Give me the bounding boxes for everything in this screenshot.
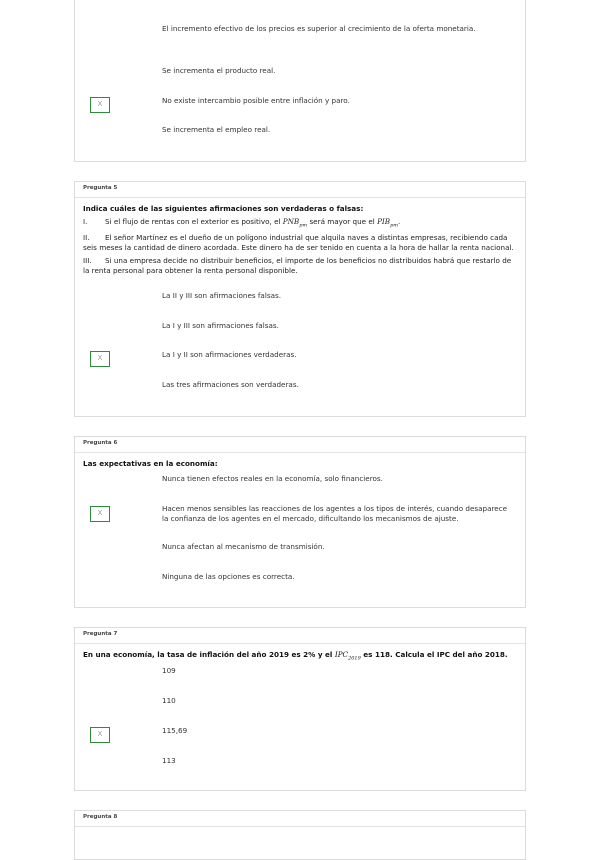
statement-3-number: III. [83,256,92,266]
question-5-text [83,204,517,276]
statement-2-text: El señor Martínez es el dueño de un polígono industrial que alquila naves a distintas empresas, recibiendo cada seis meses la cantidad de dinero acordada. Este dinero ha de ser tenido en cuenta a la hora de hallar la renta nacional. [83,233,514,253]
answer-mark: X [90,506,110,522]
answer-mark: X [90,97,110,113]
q7-option-2[interactable]: 110 [162,696,176,705]
question-8-card [74,810,526,860]
q5-option-1[interactable]: La II y III son afirmaciones falsas. [162,291,282,300]
pnb-formula: $PNB_{pm}$ [282,217,308,229]
question-7-header: Pregunta 7 [75,628,525,644]
question-5-card [74,181,526,417]
question-8-header: Pregunta 8 [75,811,525,827]
question-7-title: En una economía, la tasa de inflación del año 2019 es 2% y el $IPC_{2019}$ es 118. Calcula el IPC del año 2018. [83,650,508,662]
q5-option-4[interactable]: Las tres afirmaciones son verdaderas. [162,380,299,389]
q6-option-2[interactable]: Hacen menos sensibles las reacciones de los agentes a los tipos de interés, cuando desaparece la confianza de los agentes en el mercado, dificultando los mecanismos de ajuste. [162,504,508,523]
question-5-header: Pregunta 5 [75,182,525,198]
q5-option-2[interactable]: La I y III son afirmaciones falsas. [162,321,279,330]
q6-option-1[interactable]: Nunca tienen efectos reales en la economía, solo financieros. [162,474,383,483]
q7-option-1[interactable]: 109 [162,666,176,675]
pib-formula: $PIB_{pm}$ [377,217,399,229]
answer-mark: X [90,727,110,743]
statement-1-number: I. [83,217,88,226]
q4-option-2[interactable]: Se incrementa el producto real. [162,66,276,75]
statement-1-mid: será mayor que el [307,217,375,226]
q7-option-3[interactable]: 115,69 [162,726,188,735]
q4-option-4[interactable]: Se incrementa el empleo real. [162,125,271,134]
ipc-formula: $IPC_{2019}$ [334,650,361,662]
q6-option-4[interactable]: Ninguna de las opciones es correcta. [162,572,295,581]
q6-option-3[interactable]: Nunca afectan al mecanismo de transmisión. [162,542,325,551]
q5-option-3[interactable]: La I y II son afirmaciones verdaderas. [162,350,297,359]
statement-1: I. Si el flujo de rentas con el exterior es positivo, el $PNB_{pm}$ será mayor que el $PIB_{pm}$. [83,217,401,229]
q4-option-3[interactable]: No existe intercambio posible entre inflación y paro. [162,96,350,105]
question-7-card [74,627,526,791]
question-4-card [74,0,526,162]
statement-1-pre: Si el flujo de rentas con el exterior es positivo, el [105,217,281,226]
question-6-header: Pregunta 6 [75,437,525,453]
statement-2-number: II. [83,233,90,243]
answer-mark: X [90,351,110,367]
question-5-title: Indica cuáles de las siguientes afirmaciones son verdaderas o falsas: [83,204,364,213]
statement-2 [83,233,517,253]
question-6-card [74,436,526,608]
q7-option-4[interactable]: 113 [162,756,176,765]
question-6-title: Las expectativas en la economía: [83,459,218,468]
statement-3 [83,256,517,276]
q4-option-1[interactable]: El incremento efectivo de los precios es superior al crecimiento de la oferta monetaria. [162,24,476,33]
statement-3-text: Si una empresa decide no distribuir beneficios, el importe de los beneficios no distribuidos habrá que restarlo de la renta personal para obtener la renta personal disponible. [83,256,512,276]
